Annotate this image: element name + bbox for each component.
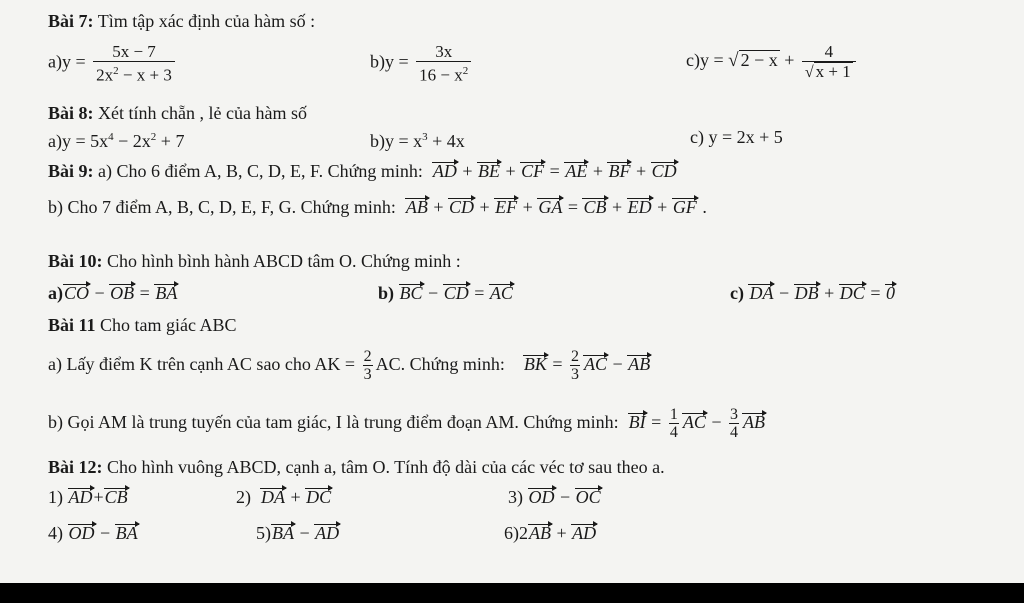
bai10-title: Bài 10: <box>48 251 103 271</box>
bai7-prompt: Tìm tập xác định của hàm số : <box>97 11 316 31</box>
bai8-prompt: Xét tính chẵn , lẻ của hàm số <box>98 103 307 123</box>
bai10-a: a)CO − OB = BA <box>48 283 178 303</box>
bai12-item-1: 1) AD+CB <box>48 487 128 507</box>
bai7-c-fraction: $\frac{4}{√ x + 1}$ <box>802 42 856 82</box>
bai7-c-label: c)y = <box>686 50 724 71</box>
bai8-a: $a)y = 5x^4 - 2x^2 + 7$ <box>48 131 185 151</box>
bai12-item-3: 3) OD − OC <box>508 487 601 507</box>
bai7-title: Bài 7: <box>48 11 94 31</box>
bai12-item-4: 4) OD − BA <box>48 523 138 543</box>
bai10-b: b) BC − CD = AC <box>378 283 513 303</box>
bai11-a: a) Lấy điểm K trên cạnh AC sao cho AK = $\frac{2}{3}$ AC. Chứng minh: BK = $\frac{2}{3}$ AC − AB <box>48 348 651 384</box>
bai7-a <box>48 42 178 85</box>
bai7-a-fraction <box>93 42 175 85</box>
bai9-b: b) Cho 7 điểm A, B, C, D, E, F, G. Chứng minh: AB + CD + EF + GA = CB + ED + GF . <box>48 197 707 217</box>
bai11-heading: Bài 11 Cho tam giác ABC <box>48 315 237 335</box>
bai12-title: Bài 12: <box>48 457 103 477</box>
bai8-heading <box>48 102 307 124</box>
bai12-item-6: 6)2AB + AD <box>504 523 597 543</box>
bai8-title: Bài 8: <box>48 103 94 123</box>
bai7-b-num: 3x <box>435 42 453 61</box>
bai7-b-den: $16 - x^2$ <box>416 61 471 85</box>
bai12-item-5: 5)BA − AD <box>256 523 340 543</box>
bai11-b: b) Gọi AM là trung tuyến của tam giác, I là trung điểm đoạn AM. Chứng minh: BI = $\frac{1}{4}$ AC − $\frac{3}{4}$ AB <box>48 406 765 442</box>
bai12-item-2: 2) DA + DC <box>236 487 332 507</box>
bai7-c-radicand: 2 − x <box>740 50 778 71</box>
bai9-a: Bài 9: a) Cho 6 điểm A, B, C, D, E, F. Chứng minh: AD + BE + CF = AE + BF + CD <box>48 161 677 181</box>
bai7-c: c)y = √ 2 − x + $\frac{4}{√ x + 1}$ <box>686 42 859 82</box>
bai7-b-label: b)y = <box>370 51 409 72</box>
bai9-title: Bài 9: <box>48 161 94 181</box>
bai8-c: c) y = 2x + 5 <box>690 127 783 147</box>
bai7-heading <box>48 10 315 32</box>
bai8-b: $b)y = x^3 + 4x$ <box>370 131 465 151</box>
bai11-title: Bài 11 <box>48 315 96 335</box>
bai10-heading: Bài 10: Cho hình bình hành ABCD tâm O. Chứng minh : <box>48 251 461 271</box>
bai7-a-den: $2x^2 - x + 3$ <box>93 61 175 85</box>
bai12-heading: Bài 12: Cho hình vuông ABCD, cạnh a, tâm O. Tính độ dài của các véc tơ sau theo a. <box>48 457 665 477</box>
bai7-b <box>370 42 474 85</box>
bai10-c: c) DA − DB + DC = 0 <box>730 283 895 303</box>
bai7-b-fraction <box>416 42 471 85</box>
bai7-a-num: 5x − 7 <box>112 42 156 61</box>
bai7-a-label: a)y = <box>48 51 86 72</box>
